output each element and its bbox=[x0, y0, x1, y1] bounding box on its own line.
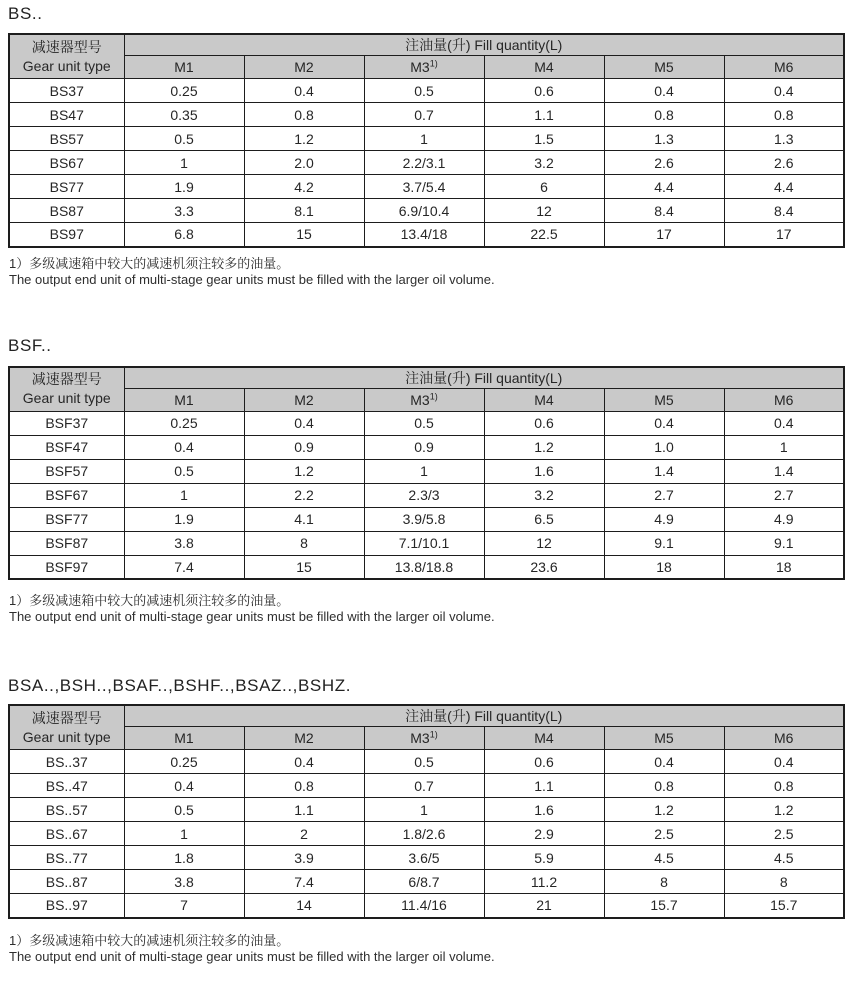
fill-quantity-value: 0.4 bbox=[604, 750, 724, 774]
table-row bbox=[9, 822, 844, 846]
section-bs bbox=[8, 4, 845, 288]
fill-quantity-value: 7.4 bbox=[244, 870, 364, 894]
table-row bbox=[9, 127, 844, 151]
fill-quantity-value: 1.2 bbox=[484, 435, 604, 459]
fill-quantity-value: 0.4 bbox=[124, 435, 244, 459]
fill-quantity-value: 4.5 bbox=[724, 846, 844, 870]
fill-quantity-value: 1.2 bbox=[604, 798, 724, 822]
fill-quantity-value: 1.1 bbox=[484, 103, 604, 127]
fill-quantity-value: 1.2 bbox=[244, 127, 364, 151]
fill-quantity-value: 0.9 bbox=[364, 435, 484, 459]
fill-quantity-value: 0.4 bbox=[724, 411, 844, 435]
fill-quantity-value: 1.2 bbox=[724, 798, 844, 822]
fill-quantity-header: 注油量(升) Fill quantity(L) bbox=[124, 705, 844, 727]
fill-quantity-value: 1 bbox=[124, 151, 244, 175]
gear-unit-model: BS..47 bbox=[9, 774, 124, 798]
fill-quantity-value: 1 bbox=[364, 127, 484, 151]
fill-quantity-value: 4.4 bbox=[604, 175, 724, 199]
column-header-m3 bbox=[364, 388, 484, 411]
fill-quantity-value: 13.8/18.8 bbox=[364, 555, 484, 579]
gear-unit-model: BS57 bbox=[9, 127, 124, 151]
section-bsf bbox=[8, 336, 845, 626]
column-header-m3 bbox=[364, 727, 484, 750]
fill-quantity-value: 0.25 bbox=[124, 411, 244, 435]
fill-quantity-value: 0.4 bbox=[124, 774, 244, 798]
fill-quantity-value: 9.1 bbox=[604, 531, 724, 555]
fill-quantity-value: 7 bbox=[124, 894, 244, 918]
fill-quantity-value: 0.25 bbox=[124, 79, 244, 103]
gear-unit-model: BS..37 bbox=[9, 750, 124, 774]
fill-quantity-value: 0.4 bbox=[604, 79, 724, 103]
fill-quantity-value: 4.2 bbox=[244, 175, 364, 199]
column-header-m5: M5 bbox=[604, 727, 724, 750]
gear-unit-model: BS77 bbox=[9, 175, 124, 199]
table-row bbox=[9, 894, 844, 918]
fill-quantity-value: 18 bbox=[724, 555, 844, 579]
table-row bbox=[9, 175, 844, 199]
gear-unit-model: BSF77 bbox=[9, 507, 124, 531]
gear-unit-type-header-cn: 减速器型号 bbox=[31, 709, 102, 726]
fill-quantity-value: 7.1/10.1 bbox=[364, 531, 484, 555]
table-row bbox=[9, 103, 844, 127]
table-row bbox=[9, 79, 844, 103]
fill-quantity-value: 6.5 bbox=[484, 507, 604, 531]
fill-quantity-value: 15.7 bbox=[604, 894, 724, 918]
footnote-en: The output end unit of multi-stage gear units must be filled with the larger oil volume. bbox=[9, 948, 495, 964]
fill-quantity-value: 1.0 bbox=[604, 435, 724, 459]
column-header-m3-label: M3 bbox=[410, 730, 430, 746]
fill-quantity-value: 0.5 bbox=[124, 127, 244, 151]
footnote-en: The output end unit of multi-stage gear units must be filled with the larger oil volume. bbox=[9, 609, 495, 624]
fill-quantity-value: 11.4/16 bbox=[364, 894, 484, 918]
fill-quantity-value: 18 bbox=[604, 555, 724, 579]
column-header-m2: M2 bbox=[244, 388, 364, 411]
fill-quantity-value: 0.8 bbox=[724, 103, 844, 127]
fill-quantity-value: 1.8 bbox=[124, 846, 244, 870]
fill-quantity-value: 2.0 bbox=[244, 151, 364, 175]
fill-quantity-value: 1.9 bbox=[124, 175, 244, 199]
gear-unit-type-header-en: Gear unit type bbox=[22, 390, 111, 406]
table-row bbox=[9, 199, 844, 223]
gear-unit-model: BS..87 bbox=[9, 870, 124, 894]
fill-quantity-value: 1.6 bbox=[484, 459, 604, 483]
table-row bbox=[9, 555, 844, 579]
fill-quantity-value: 1 bbox=[124, 822, 244, 846]
footnote-bsa-bsh bbox=[9, 933, 845, 965]
column-header-m4: M4 bbox=[484, 388, 604, 411]
fill-quantity-value: 0.8 bbox=[604, 103, 724, 127]
column-header-m6: M6 bbox=[724, 388, 844, 411]
fill-quantity-value: 6/8.7 bbox=[364, 870, 484, 894]
fill-quantity-value: 15 bbox=[244, 555, 364, 579]
table-body-bsa-bsh bbox=[9, 750, 844, 918]
table-row bbox=[9, 459, 844, 483]
fill-quantity-value: 0.4 bbox=[244, 750, 364, 774]
table-row bbox=[9, 483, 844, 507]
gear-unit-type-header bbox=[9, 367, 124, 412]
fill-quantity-value: 0.4 bbox=[244, 79, 364, 103]
gear-unit-model: BSF37 bbox=[9, 411, 124, 435]
fill-quantity-value: 1.8/2.6 bbox=[364, 822, 484, 846]
fill-quantity-value: 4.5 bbox=[604, 846, 724, 870]
column-header-m2: M2 bbox=[244, 56, 364, 79]
footnote-en: The output end unit of multi-stage gear units must be filled with the larger oil volume. bbox=[9, 271, 495, 287]
table-row bbox=[9, 223, 844, 247]
gear-unit-model: BS..57 bbox=[9, 798, 124, 822]
footnote-cn: 1）多级减速箱中较大的减速机须注较多的油量。 bbox=[9, 255, 290, 271]
fill-quantity-value: 15.7 bbox=[724, 894, 844, 918]
gear-unit-type-header-en: Gear unit type bbox=[22, 728, 111, 745]
gear-unit-model: BS37 bbox=[9, 79, 124, 103]
fill-quantity-value: 0.7 bbox=[364, 774, 484, 798]
fill-quantity-value: 8.4 bbox=[604, 199, 724, 223]
fill-quantity-value: 1.2 bbox=[244, 459, 364, 483]
column-header-m3-label: M3 bbox=[410, 391, 430, 408]
fill-quantity-value: 3.8 bbox=[124, 531, 244, 555]
fill-quantity-value: 1.3 bbox=[604, 127, 724, 151]
fill-quantity-value: 8 bbox=[604, 870, 724, 894]
fill-quantity-value: 0.5 bbox=[124, 459, 244, 483]
gear-unit-type-header bbox=[9, 705, 124, 750]
fill-quantity-value: 0.4 bbox=[604, 411, 724, 435]
fill-quantity-value: 0.5 bbox=[124, 798, 244, 822]
gear-unit-type-header bbox=[9, 34, 124, 79]
fill-quantity-value: 13.4/18 bbox=[364, 223, 484, 247]
fill-quantity-value: 2.6 bbox=[724, 151, 844, 175]
fill-quantity-table-bs bbox=[8, 33, 845, 248]
fill-quantity-value: 1.3 bbox=[724, 127, 844, 151]
section-title-bsa-bsh: BSA..,BSH..,BSAF..,BSHF..,BSAZ..,BSHZ. bbox=[8, 676, 352, 695]
fill-quantity-value: 1 bbox=[364, 459, 484, 483]
fill-quantity-value: 3.2 bbox=[484, 151, 604, 175]
fill-quantity-table-bsa-bsh bbox=[8, 704, 845, 919]
fill-quantity-value: 21 bbox=[484, 894, 604, 918]
footnote-cn: 1）多级减速箱中较大的减速机须注较多的油量。 bbox=[9, 932, 290, 948]
table-row bbox=[9, 507, 844, 531]
section-title-bs: BS.. bbox=[8, 4, 43, 23]
fill-quantity-value: 1 bbox=[124, 483, 244, 507]
fill-quantity-value: 8 bbox=[244, 531, 364, 555]
fill-quantity-value: 17 bbox=[724, 223, 844, 247]
gear-unit-model: BSF67 bbox=[9, 483, 124, 507]
fill-quantity-value: 3.8 bbox=[124, 870, 244, 894]
fill-quantity-value: 8.4 bbox=[724, 199, 844, 223]
gear-unit-model: BS87 bbox=[9, 199, 124, 223]
fill-quantity-value: 6 bbox=[484, 175, 604, 199]
fill-quantity-value: 23.6 bbox=[484, 555, 604, 579]
gear-unit-model: BS..77 bbox=[9, 846, 124, 870]
fill-quantity-value: 12 bbox=[484, 199, 604, 223]
fill-quantity-value: 1.4 bbox=[724, 459, 844, 483]
fill-quantity-value: 0.4 bbox=[724, 750, 844, 774]
fill-quantity-value: 1 bbox=[364, 798, 484, 822]
fill-quantity-value: 3.2 bbox=[484, 483, 604, 507]
fill-quantity-value: 2.9 bbox=[484, 822, 604, 846]
table-row bbox=[9, 435, 844, 459]
fill-quantity-value: 0.8 bbox=[244, 103, 364, 127]
footnote-ref-marker: 1) bbox=[429, 390, 438, 401]
gear-unit-model: BS67 bbox=[9, 151, 124, 175]
table-row bbox=[9, 798, 844, 822]
fill-quantity-value: 8.1 bbox=[244, 199, 364, 223]
column-header-m2: M2 bbox=[244, 727, 364, 750]
fill-quantity-value: 1.1 bbox=[244, 798, 364, 822]
fill-quantity-value: 1 bbox=[724, 435, 844, 459]
fill-quantity-value: 0.7 bbox=[364, 103, 484, 127]
fill-quantity-value: 0.8 bbox=[724, 774, 844, 798]
fill-quantity-value: 5.9 bbox=[484, 846, 604, 870]
gear-unit-model: BS47 bbox=[9, 103, 124, 127]
fill-quantity-value: 0.5 bbox=[364, 79, 484, 103]
column-header-m3 bbox=[364, 56, 484, 79]
gear-unit-model: BS..97 bbox=[9, 894, 124, 918]
fill-quantity-table-bsf bbox=[8, 366, 845, 581]
column-header-m5: M5 bbox=[604, 388, 724, 411]
footnote-ref-marker: 1) bbox=[429, 729, 438, 740]
gear-unit-model: BSF47 bbox=[9, 435, 124, 459]
footnote-bsf bbox=[9, 593, 845, 625]
fill-quantity-value: 8 bbox=[724, 870, 844, 894]
fill-quantity-value: 0.6 bbox=[484, 750, 604, 774]
fill-quantity-value: 6.9/10.4 bbox=[364, 199, 484, 223]
section-title-bsf: BSF.. bbox=[8, 335, 52, 355]
column-header-m1: M1 bbox=[124, 56, 244, 79]
fill-quantity-value: 2.2/3.1 bbox=[364, 151, 484, 175]
gear-unit-type-header-cn: 减速器型号 bbox=[31, 38, 102, 55]
section-bsa-bsh bbox=[8, 676, 845, 965]
table-row bbox=[9, 411, 844, 435]
gear-unit-model: BSF87 bbox=[9, 531, 124, 555]
column-header-m4: M4 bbox=[484, 727, 604, 750]
fill-quantity-value: 2 bbox=[244, 822, 364, 846]
fill-quantity-value: 22.5 bbox=[484, 223, 604, 247]
fill-quantity-value: 0.6 bbox=[484, 411, 604, 435]
fill-quantity-value: 0.8 bbox=[244, 774, 364, 798]
fill-quantity-value: 1.9 bbox=[124, 507, 244, 531]
fill-quantity-value: 1.1 bbox=[484, 774, 604, 798]
fill-quantity-value: 1.4 bbox=[604, 459, 724, 483]
fill-quantity-value: 4.9 bbox=[724, 507, 844, 531]
fill-quantity-value: 12 bbox=[484, 531, 604, 555]
fill-quantity-value: 15 bbox=[244, 223, 364, 247]
fill-quantity-value: 3.6/5 bbox=[364, 846, 484, 870]
footnote-ref-marker: 1) bbox=[429, 58, 438, 69]
fill-quantity-value: 0.35 bbox=[124, 103, 244, 127]
fill-quantity-value: 0.6 bbox=[484, 79, 604, 103]
fill-quantity-value: 2.5 bbox=[724, 822, 844, 846]
fill-quantity-value: 2.5 bbox=[604, 822, 724, 846]
fill-quantity-value: 2.7 bbox=[604, 483, 724, 507]
fill-quantity-value: 3.9 bbox=[244, 846, 364, 870]
fill-quantity-value: 17 bbox=[604, 223, 724, 247]
fill-quantity-value: 1.5 bbox=[484, 127, 604, 151]
footnote-cn: 1）多级减速箱中较大的减速机须注较多的油量。 bbox=[9, 593, 290, 608]
table-row bbox=[9, 774, 844, 798]
footnote-bs bbox=[9, 256, 845, 288]
gear-unit-model: BS..67 bbox=[9, 822, 124, 846]
table-row bbox=[9, 750, 844, 774]
column-header-m1: M1 bbox=[124, 388, 244, 411]
table-row bbox=[9, 870, 844, 894]
table-row bbox=[9, 151, 844, 175]
fill-quantity-value: 4.9 bbox=[604, 507, 724, 531]
column-header-m4: M4 bbox=[484, 56, 604, 79]
fill-quantity-value: 0.5 bbox=[364, 411, 484, 435]
fill-quantity-value: 0.9 bbox=[244, 435, 364, 459]
column-header-m5: M5 bbox=[604, 56, 724, 79]
column-header-m6: M6 bbox=[724, 727, 844, 750]
fill-quantity-value: 0.4 bbox=[244, 411, 364, 435]
column-header-m6: M6 bbox=[724, 56, 844, 79]
fill-quantity-value: 1.6 bbox=[484, 798, 604, 822]
gear-unit-model: BS97 bbox=[9, 223, 124, 247]
gear-unit-model: BSF57 bbox=[9, 459, 124, 483]
fill-quantity-value: 11.2 bbox=[484, 870, 604, 894]
fill-quantity-value: 3.9/5.8 bbox=[364, 507, 484, 531]
column-header-m1: M1 bbox=[124, 727, 244, 750]
fill-quantity-value: 2.6 bbox=[604, 151, 724, 175]
table-body-bsf bbox=[9, 411, 844, 579]
fill-quantity-value: 0.4 bbox=[724, 79, 844, 103]
fill-quantity-value: 3.3 bbox=[124, 199, 244, 223]
fill-quantity-value: 7.4 bbox=[124, 555, 244, 579]
fill-quantity-value: 9.1 bbox=[724, 531, 844, 555]
fill-quantity-value: 0.8 bbox=[604, 774, 724, 798]
table-body-bs bbox=[9, 79, 844, 247]
fill-quantity-header: 注油量(升) Fill quantity(L) bbox=[124, 34, 844, 56]
column-header-m3-label: M3 bbox=[410, 59, 430, 75]
table-row bbox=[9, 531, 844, 555]
fill-quantity-value: 14 bbox=[244, 894, 364, 918]
fill-quantity-value: 3.7/5.4 bbox=[364, 175, 484, 199]
gear-unit-type-header-en: Gear unit type bbox=[22, 57, 111, 74]
gear-unit-type-header-cn: 减速器型号 bbox=[31, 371, 102, 387]
table-row bbox=[9, 846, 844, 870]
fill-quantity-value: 2.3/3 bbox=[364, 483, 484, 507]
fill-quantity-value: 4.1 bbox=[244, 507, 364, 531]
fill-quantity-value: 2.2 bbox=[244, 483, 364, 507]
fill-quantity-header: 注油量(升) Fill quantity(L) bbox=[124, 367, 844, 389]
fill-quantity-value: 0.25 bbox=[124, 750, 244, 774]
fill-quantity-value: 6.8 bbox=[124, 223, 244, 247]
fill-quantity-value: 0.5 bbox=[364, 750, 484, 774]
fill-quantity-value: 4.4 bbox=[724, 175, 844, 199]
gear-unit-model: BSF97 bbox=[9, 555, 124, 579]
fill-quantity-value: 2.7 bbox=[724, 483, 844, 507]
